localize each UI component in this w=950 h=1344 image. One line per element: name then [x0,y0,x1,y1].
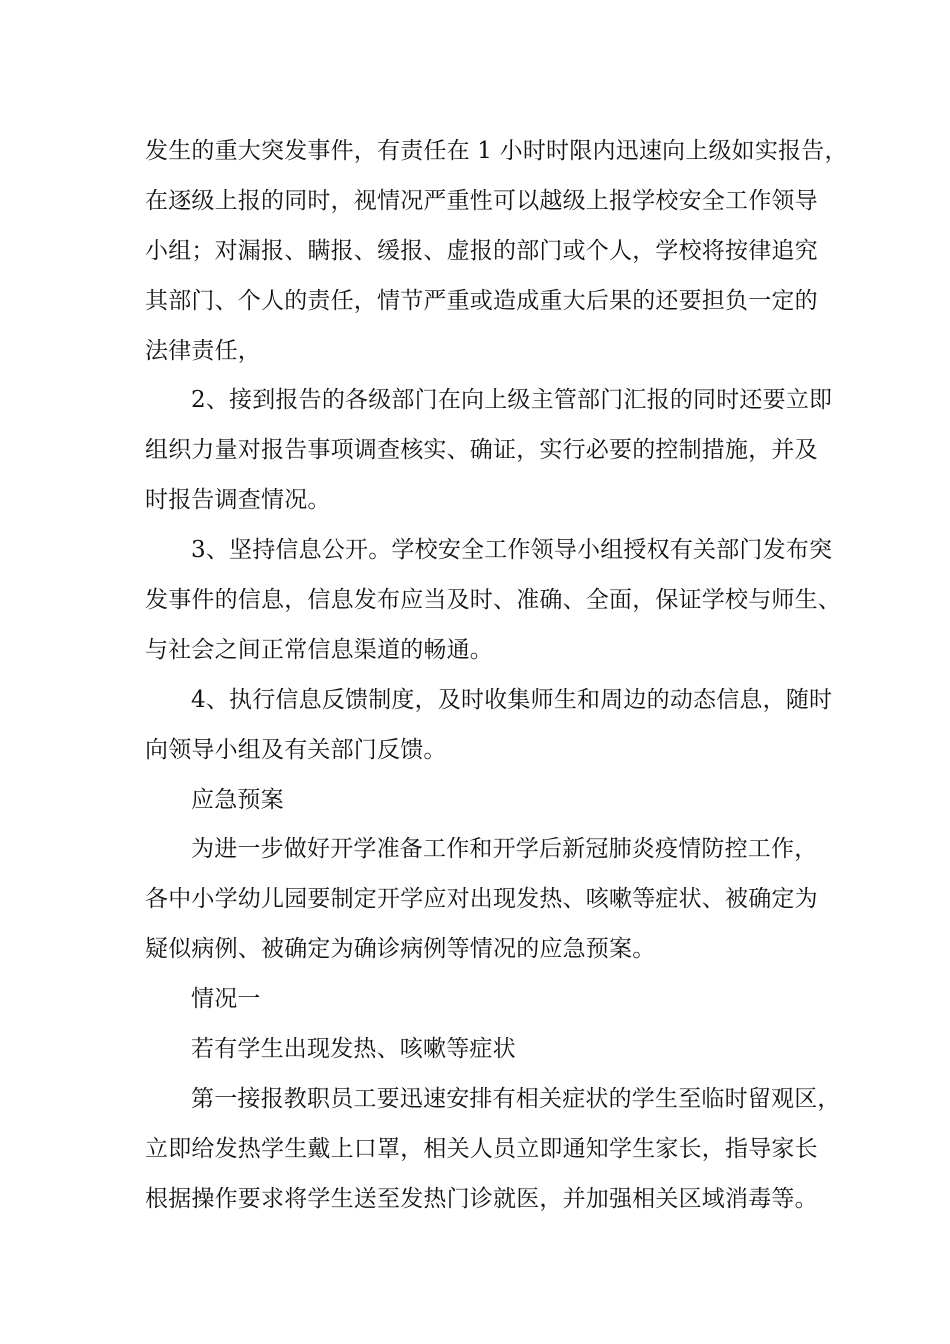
text-line: 疑似病例、被确定为确诊病例等情况的应急预案。 [145,936,656,963]
text-line: 时报告调查情况。 [145,487,331,514]
text-line: 4、执行信息反馈制度，及时收集师生和周边的动态信息，随时 [191,686,833,713]
text-line: 发事件的信息，信息发布应当及时、准确、全面，保证学校与师生、 [145,587,841,614]
text-line: 立即给发热学生戴上口罩，相关人员立即通知学生家长，指导家长 [145,1135,818,1162]
text-line: 在逐级上报的同时，视情况严重性可以越级上报学校安全工作领导 [145,187,818,214]
text-line: 各中小学幼儿园要制定开学应对出现发热、咳嗽等症状、被确定为 [145,886,818,913]
text-line: 组织力量对报告事项调查核实、确证，实行必要的控制措施，并及 [145,437,818,464]
section-heading: 应急预案 [191,786,284,813]
text-line: 向领导小组及有关部门反馈。 [145,736,447,763]
text-line: 其部门、个人的责任，情节严重或造成重大后果的还要担负一定的 [145,287,818,314]
text-line: 2、接到报告的各级部门在向上级主管部门汇报的同时还要立即 [191,387,833,414]
text-line: 第一接报教职员工要迅速安排有相关症状的学生至临时留观区， [191,1085,841,1112]
section-heading: 情况一 [191,986,261,1013]
text-line: 根据操作要求将学生送至发热门诊就医，并加强相关区域消毒等。 [145,1185,818,1212]
text-line: 法律责任， [145,337,261,364]
text-line: 3、坚持信息公开。学校安全工作领导小组授权有关部门发布突 [191,537,833,564]
document-body [145,127,848,1225]
subsection-heading: 若有学生出现发热、咳嗽等症状 [191,1036,516,1063]
text-line: 发生的重大突发事件，有责任在 1 小时时限内迅速向上级如实报告， [145,138,848,164]
text-line: 与社会之间正常信息渠道的畅通。 [145,636,493,663]
text-line: 为进一步做好开学准备工作和开学后新冠肺炎疫情防控工作， [191,836,818,863]
text-line: 小组；对漏报、瞒报、缓报、虚报的部门或个人，学校将按律追究 [145,237,818,264]
